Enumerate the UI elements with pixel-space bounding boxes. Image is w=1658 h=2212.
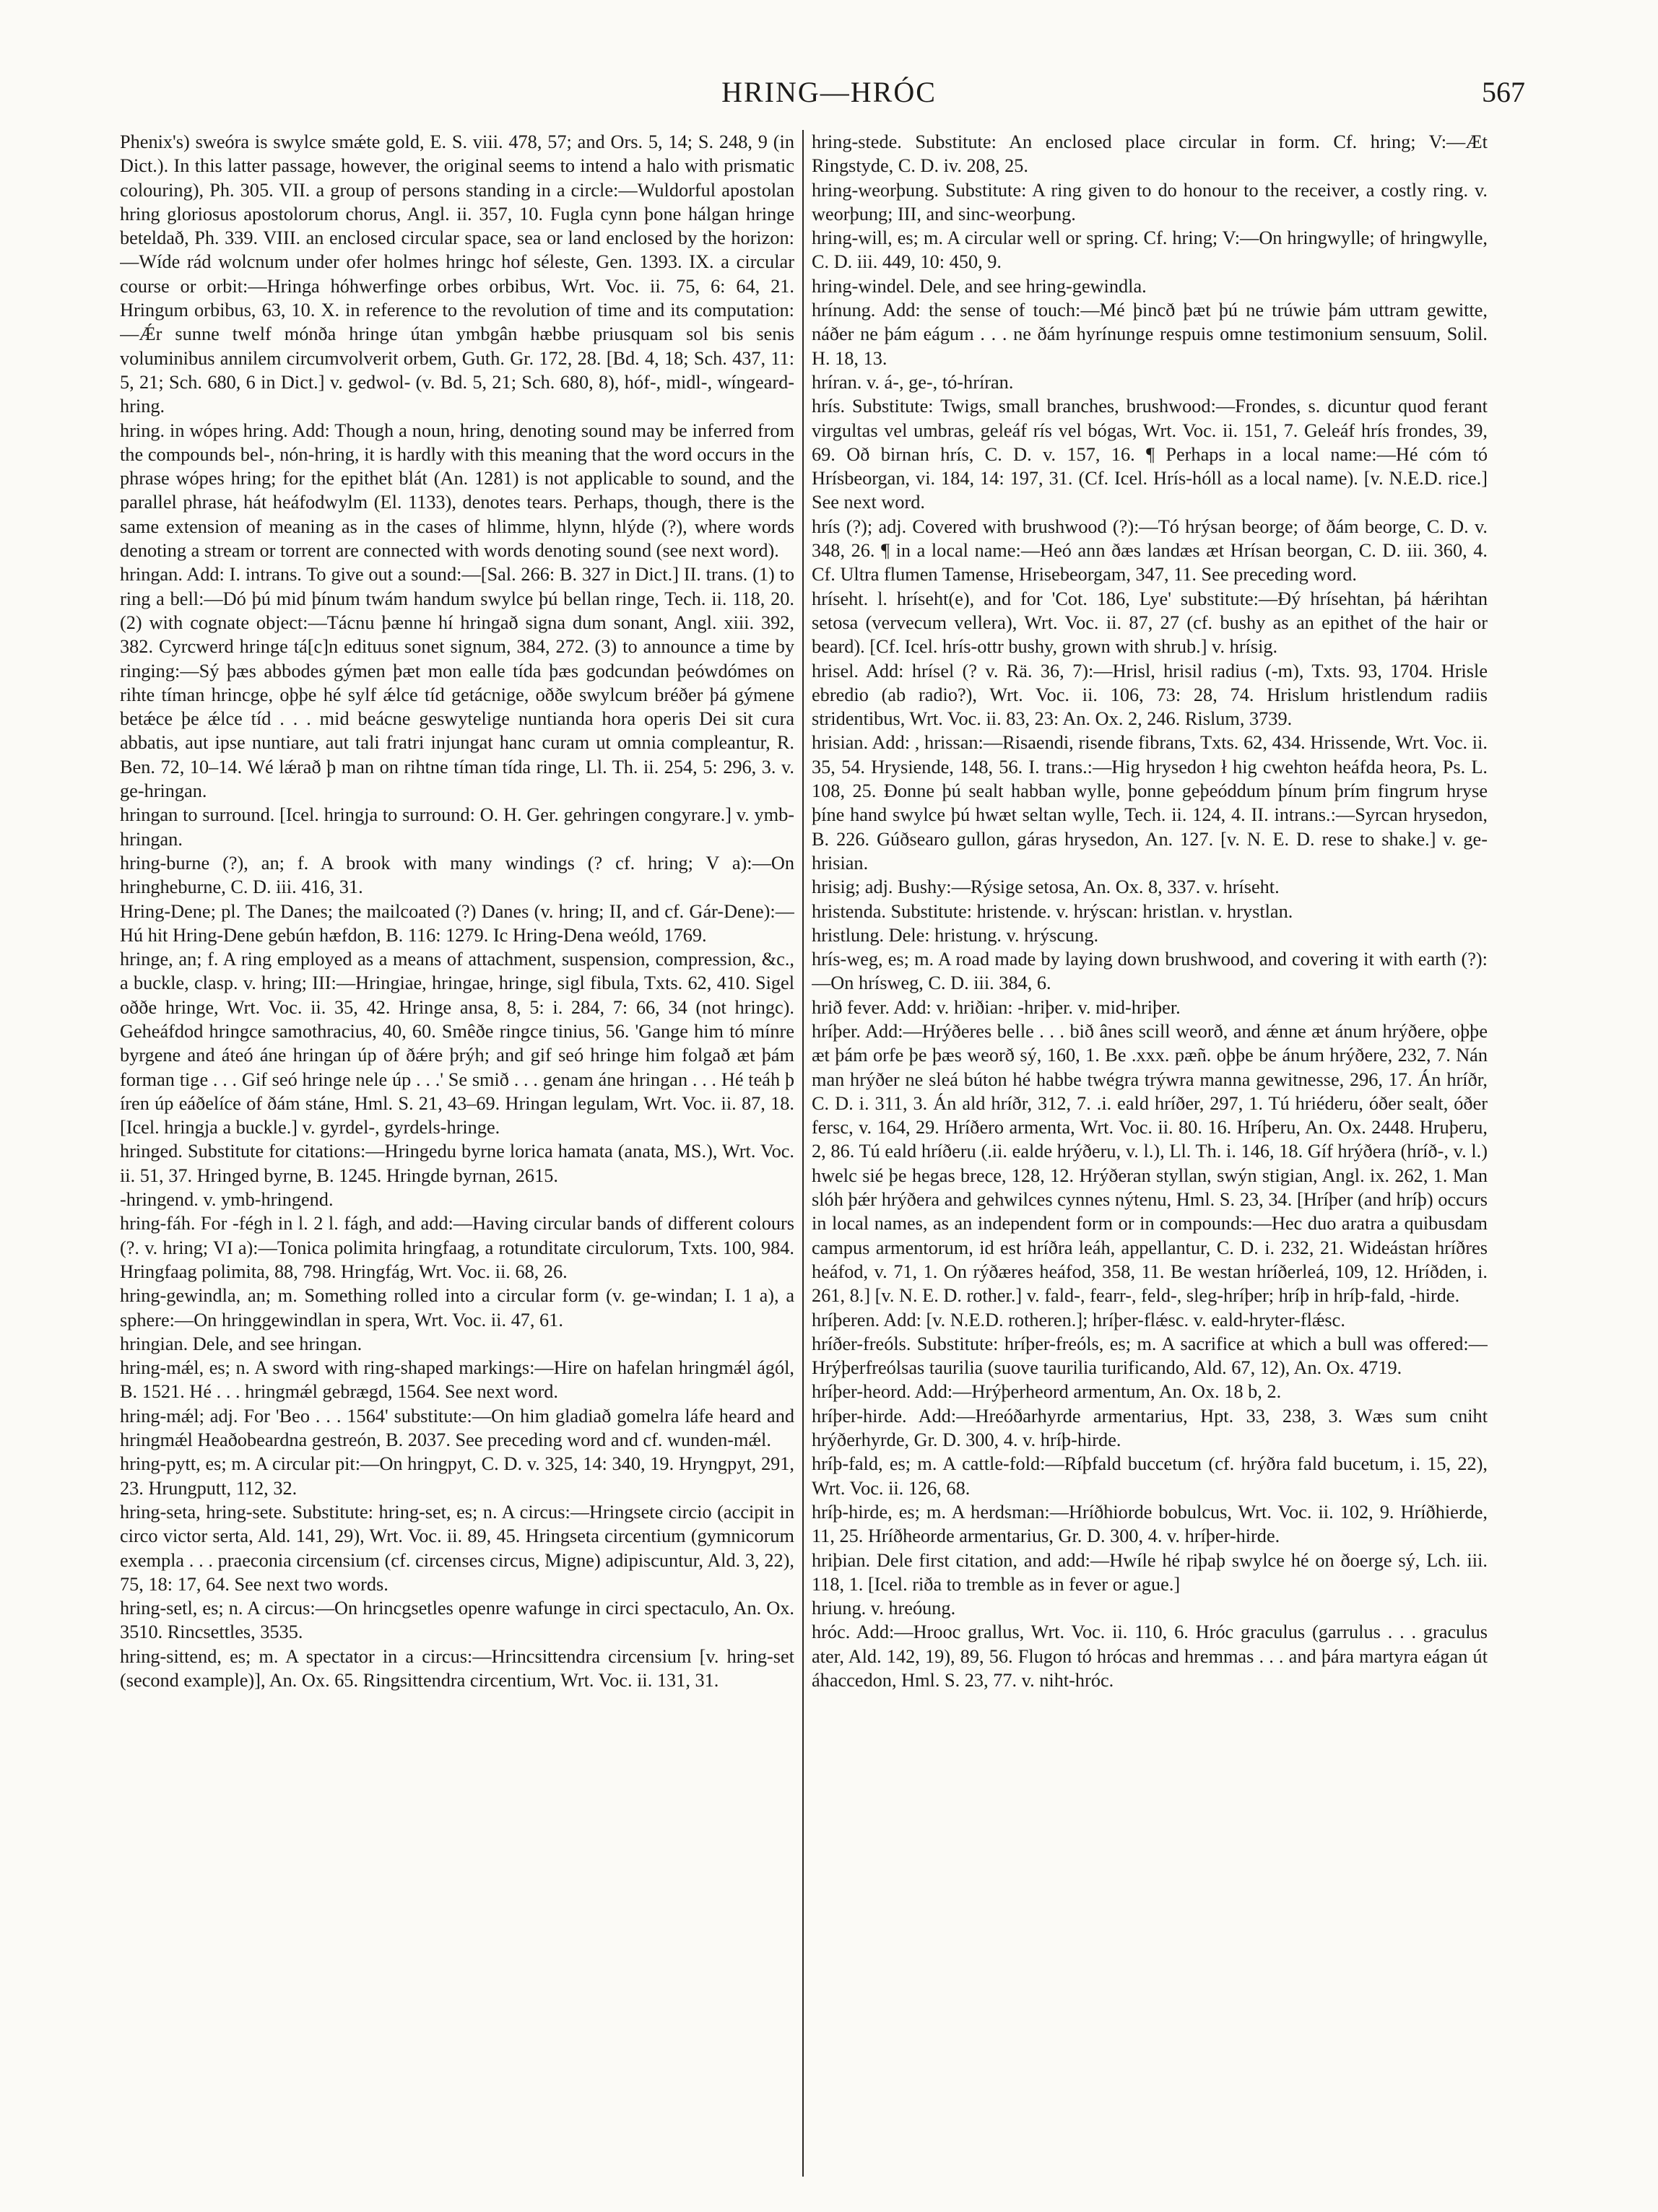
entry-hroc: hróc. Add:—Hrooc grallus, Wrt. Voc. ii. 110, 6. Hróc graculus (garrulus . . . graculus ater, Ald. 142, 19), 89, 56. Flugon tó hrócas and hremmas . . . and þára martyra eágan út áhaccedon, Hml. S. 23, 77. v. niht-hróc. (812, 1621, 1488, 1691)
entry-hring-dene: Hring-Dene; pl. The Danes; the mailcoated (?) Danes (v. hring; II, and cf. Gár-Dene):—Hú hit Hring-Dene gebún hæfdon, B. 116: 1279. Ic Hring-Dena weóld, 1769. (120, 900, 794, 946)
entry-hring-will: hring-will, es; m. A circular well or spring. Cf. hring; V:—On hringwylle; of hringwylle, C. D. iii. 449, 10: 450, 9. (812, 227, 1488, 273)
entry-hring-sittend: hring-sittend, es; m. A spectator in a circus:—Hrincsittendra circensium [v. hring-set (second example)], An. Ox. 65. Ringsittendra circentium, Wrt. Voc. ii. 131, 31. (120, 1645, 794, 1691)
entry-hrith-fald: hríþ-fald, es; m. A cattle-fold:—Ríþfald buccetum (cf. hrýðra fald bucetum, i. 15, 22), Wrt. Voc. ii. 126, 68. (812, 1453, 1488, 1499)
entry-hriung: hriung. v. hreóung. (812, 1598, 956, 1619)
entry-hrither-heord: hríþer-heord. Add:—Hrýþerheord armentum, An. Ox. 18 b, 2. (812, 1381, 1282, 1403)
entry-hringe: hringe, an; f. A ring employed as a means of attachment, suspension, compression, &c., a buckle, clasp. v. hring; III:—Hringiae, hringae, hringe, sigl fibula, Txts. 62, 410. Sigel oððe hringe, Wrt. Voc. ii. 35, 42. Hringe ansa, 8, 5: i. 284, 7: 66, 34 (not hringc). Geheáfdod hringce samothracius, 40, 60. Smêðe ringce tinius, 56. 'Gange him tó mínre byrgene and áteó áne hringan úp of ðǽre þrýh; and gif seó hringe him folgað æt þám forman tige . . . Gif seó hringe nele úp . . .' Se smið . . . genam áne hringan . . . Hé teáh þ íren úp eáðelíce of ðám stáne, Hml. S. 21, 43–69. Hringan legulam, Wrt. Voc. ii. 87, 18. [Icel. hringja a buckle.] v. gyrdel-, gyrdels-hringe. (120, 949, 794, 1138)
entry-hritheren: hríþeren. Add: [v. N.E.D. rotheren.]; hríþer-flǽsc. v. eald-hryter-flǽsc. (812, 1309, 1345, 1331)
entry-hrither-hirde: hríþer-hirde. Add:—Hreóðarhyrde armentarius, Hpt. 33, 238, 3. Wæs sum cniht hrýðerhyrde, Gr. D. 300, 4. v. hríþ-hirde. (812, 1405, 1488, 1451)
entry-hring-gewindla: hring-gewindla, an; m. Something rolled into a circular form (v. ge-windan; I. 1 a), a sphere:—On hringgewindlan in spera, Wrt. Voc. ii. 47, 61. (120, 1285, 794, 1331)
entry-hrith-hirde: hríþ-hirde, es; m. A herdsman:—Hríðhiorde bobulcus, Wrt. Voc. ii. 102, 9. Hríðhierde, 11, 25. Hríðheorde armentarius, Gr. D. 300, 4. v. hríþer-hirde. (812, 1501, 1488, 1547)
page-header (0, 75, 1658, 118)
entry-hring-windel: hring-windel. Dele, and see hring-gewindla. (812, 275, 1147, 297)
entry-hris-weg: hrís-weg, es; m. A road made by laying down brushwood, and covering it with earth (?):—On hrísweg, C. D. iii. 384, 6. (812, 949, 1488, 994)
entry-hrither: hríþer. Add:—Hrýðeres belle . . . bið ânes scill weorð, and ǽnne æt ánum hrýðere, oþþe æt þám orfe þe þæs weorð sý, 160, 1. Be .xxx. pæñ. oþþe be ánum hrýðere, 232, 7. Nán man hrýðer ne sleá búton hé habbe twégra trýwra manna gewitnesse, 296, 17. Án hríðr, C. D. i. 311, 3. Án ald hríðr, 312, 7. .i. eald hríðer, 297, 1. Tú hriéderu, óðer sealt, óðer fersc, v. 164, 29. Hríðero armenta, Wrt. Voc. ii. 80. 16. Hríþeru, An. Ox. 2448. Hruþeru, 2, 86. Tú eald hríðeru (.ii. ealde hrýðeru, v. l.), Ll. Th. i. 146, 18. Gíf hrýðera (hríð-, v. l.) hwelc sié þe hegas brece, 128, 12. Hrýðeran styllan, swýn stigian, Angl. ix. 262, 1. Man slóh þǽr hrýðera and gehwilces cynnes nýtenu, Hml. S. 23, 34. [Hríþer (and hríþ) occurs in local names, as an independent form or in compounds:—Hec duo aratra a quibusdam campus armentorum, id est hríðra leáh, appellantur, C. D. i. 232, 21. Wideástan hríðres heáfod, v. 71, 1. On rýðæres heáfod, 358, 11. Be westan hríðerleá, 109, 12. Hríðden, i. 261, 8.] [v. N. E. D. rother.] v. fald-, fearr-, feld-, sleg-hríþer; hríþ in hríþ-fald, -hirde. (812, 1020, 1488, 1307)
entry-hringan-surround: hringan to surround. [Icel. hringja to surround: O. H. Ger. gehringen congyrare.] v. ymb-hringan. (120, 804, 794, 850)
entry-hring-pytt: hring-pytt, es; m. A circular pit:—On hringpyt, C. D. v. 325, 14: 340, 19. Hryngpyt, 291, 23. Hrungputt, 112, 32. (120, 1453, 794, 1499)
entry-hrisig: hrisig; adj. Bushy:—Rýsige setosa, An. Ox. 8, 337. v. hríseht. (812, 876, 1280, 898)
entry-hring-weorthung: hring-weorþung. Substitute: A ring given to do honour to the receiver, a costly ring. v. weorþung; III, and sinc-weorþung. (812, 179, 1488, 225)
entry-hring-mael-noun: hring-mǽl, es; n. A sword with ring-shaped markings:—Hire on hafelan hringmǽl ágól, B. 1521. Hé . . . hringmǽl gebrægd, 1564. See next word. (120, 1357, 794, 1403)
entry-hring-seta: hring-seta, hring-sete. Substitute: hring-set, es; n. A circus:—Hringsete circio (accipit in circo victor serta, Ald. 141, 29), Wrt. Voc. ii. 89, 45. Hringseta circentium (gymnicorum exempla . . . praeconia circensium (cf. circenses circus, Migne) adipiscuntur, Ald. 3, 22), 75, 18: 17, 64. See next two words. (120, 1501, 794, 1595)
entry-hristenda: hristenda. Substitute: hristende. v. hrýscan: hristlan. v. hrystlan. (812, 900, 1293, 922)
entry-hriran: hríran. v. á-, ge-, tó-hríran. (812, 371, 1014, 393)
entry-hrithian: hriþian. Dele first citation, and add:—Hwíle hé riþaþ swylce hé on ðoerge sý, Lch. iii. 118, 1. [Icel. riða to tremble as in fever or ague.] (812, 1549, 1488, 1595)
entry-hring: hring. in wópes hring. Add: Though a noun, hring, denoting sound may be inferred from the compounds bel-, nón-hring, it is hardly with this meaning that the word occurs in the phrase wópes hring; for the epithet blát (An. 1281) is not applicable to sound, and the parallel phrase, hát heáfodwylm (El. 1133), denotes tears. Perhaps, though, there is the same extension of meaning as in the cases of hlimme, hlynn, hlýde (?), where words denoting a stream or torrent are connected with words denoting sound (see next word). (120, 419, 794, 562)
entry-hrither-freols: hríðer-freóls. Substitute: hríþer-freóls, es; m. A sacrifice at which a bull was offered:—Hrýþerfreólsas taurilia (suove taurilia turificando, Ald. 67, 12), An. Ox. 4719. (812, 1333, 1488, 1379)
left-column (120, 130, 794, 2180)
entry: Phenix's) sweóra is swylce smǽte gold, E. S. viii. 478, 57; and Ors. 5, 14; S. 248, 9 (in Dict.). In this latter passage, however, the original seems to intend a halo with prismatic colouring), Ph. 305. VII. a group of persons standing in a circle:—Wuldorful apostolan hring gloriosus apostolorum chorus, Angl. ii. 357, 10. Fugla cynn þone hálgan hringe beteldað, Ph. 339. VIII. an enclosed circular space, sea or land enclosed by the horizon:—Wíde rád wolcnum under ofer holmes hringc hof séleste, Gen. 1393. IX. a circular course or orbit:—Hringa hóhwerfinge orbes orbibus, Wrt. Voc. ii. 75, 6: 64, 21. Hringum orbibus, 63, 10. X. in reference to the revolution of time and its computation:—Ǽr sunne twelf mónða hringe útan ymbgân hæbbe priusquam sol bis senis voluminibus annilem circumvolverit orbem, Guth. Gr. 172, 28. [Bd. 4, 18; Sch. 437, 11: 5, 21; Sch. 680, 6 in Dict.] v. gedwol- (v. Bd. 5, 21; Sch. 680, 8), hóf-, midl-, wíngeard-hring. (120, 131, 794, 417)
entry-hringian: hringian. Dele, and see hringan. (120, 1333, 363, 1354)
entry-hris-adj: hrís (?); adj. Covered with brushwood (?):—Tó hrýsan beorge; of ðám beorge, C. D. v. 348, 26. ¶ in a local name:—Heó ann ðæs landæs æt Hrísan beorgan, C. D. iii. 360, 4. Cf. Ultra flumen Tamense, Hrisebeorgam, 347, 11. See preceding word. (812, 515, 1488, 585)
right-column (812, 130, 1488, 2180)
entry-hriseht: hríseht. l. hríseht(e), and for 'Cot. 186, Lye' substitute:—Ðý hrísehtan, þá hǽrihtan setosa (vervecum vellera), Wrt. Voc. ii. 87, 27 (cf. bushy as an epithet of the hair or beard). [Cf. Icel. hrís-ottr bushy, grown with shrub.] v. hrísig. (812, 588, 1488, 658)
entry-hring-burne: hring-burne (?), an; f. A brook with many windings (? cf. hring; V a):—On hringheburne, C. D. iii. 416, 31. (120, 852, 794, 898)
entry-hrith-fever: hrið fever. Add: v. hriðian: -hriþer. v. mid-hriþer. (812, 996, 1181, 1018)
entry-hringend: -hringend. v. ymb-hringend. (120, 1189, 334, 1211)
entry-hrisian: hrisian. Add: , hrissan:—Risaendi, risende fibrans, Txts. 62, 434. Hrissende, Wrt. Voc. ii. 35, 54. Hrysiende, 148, 56. I. trans.:—Hig hrysedon ł hig cwehton heáfda heora, Ps. L. 108, 25. Ðonne þú sealt habban wylle, þonne geþeóddum þínum þrím fingrum hryse þíne hand swylce þú hwæt seltan wylle, Tech. ii. 124, 4. II. intrans.:—Syrcan hrysedon, B. 226. Gúðsearo gullon, gáras hrysedon, An. 127. [v. N. E. D. rese to shake.] v. ge-hrisian. (812, 732, 1488, 874)
entry-hris: hrís. Substitute: Twigs, small branches, brushwood:—Frondes, s. dicuntur quod ferant virgultas vel umbras, geleáf rís vel bógas, Wrt. Voc. ii. 151, 7. Geleáf hrís frondes, 39, 69. Oð birnan hrís, C. D. v. 157, 16. ¶ Perhaps in a local name:—Hé cóm tó Hrísbeorgan, vi. 184, 14: 197, 31. (Cf. Icel. Hrís-hóll as a local name). [v. N.E.D. rice.] See next word. (812, 396, 1488, 513)
entry-hring-fah: hring-fáh. For -fégh in l. 2 l. fágh, and add:—Having circular bands of different colours (?. v. hring; VI a):—Tonica polimita hringfaag, a rotunditate circulorum, Txts. 100, 984. Hringfaag polimita, 88, 798. Hringfág, Wrt. Voc. ii. 68, 26. (120, 1213, 794, 1282)
entry-hrisel: hrisel. Add: hrísel (? v. Rä. 36, 7):—Hrisl, hrisil radius (-m), Txts. 93, 1704. Hrisle ebredio (ab radio?), Wrt. Voc. ii. 106, 73: 28, 74. Hrislum hristlendum radiis stridentibus, Wrt. Voc. ii. 83, 23: An. Ox. 2, 246. Rislum, 3739. (812, 660, 1488, 730)
entry-hristlung: hristlung. Dele: hristung. v. hrýscung. (812, 924, 1099, 946)
entry-hring-stede: hring-stede. Substitute: An enclosed place circular in form. Cf. hring; V:—Æt Ringstyde, C. D. iv. 208, 25. (812, 131, 1488, 177)
running-title: HRING—HRÓC (721, 76, 937, 108)
entry-hringed: hringed. Substitute for citations:—Hringedu byrne lorica hamata (anata, MS.), Wrt. Voc. ii. 51, 37. Hringed byrne, B. 1245. Hringde byrnan, 2615. (120, 1141, 794, 1186)
entry-hring-setl: hring-setl, es; n. A circus:—On hrincgsetles openre wafunge in circi spectaculo, An. Ox. 3510. Rincsettles, 3535. (120, 1598, 794, 1643)
column-divider (802, 130, 804, 2177)
entry-hringan: hringan. Add: I. intrans. To give out a sound:—[Sal. 266: B. 327 in Dict.] II. trans. (1) to ring a bell:—Dó þú mid þínum twám handum swylce þú bellan ringe, Tech. ii. 118, 20. (2) with cognate object:—Tácnu þænne hí hringað signa dum sonant, Angl. xiii. 392, 382. Cyrcwerd hringe tá[c]n edituus sonet signum, 384, 272. (3) to announce a time by ringing:—Sý þæs abbodes gýmen þæt mon ealle tída þæs godcundan þeówdómes on rihte tíman hrincge, oþþe hé sylf ǽlce tíd getácnige, oððe swylcum bréðer þá gýmene betǽce þe ǽlce tíd . . . mid beácne geswytelige nuntianda hora operis Dei sit cura abbatis, aut ipse nuntiare, aut tali fratri injungat hanc curam ut omnia compleantur, R. Ben. 72, 10–14. Wé lǽrað þ man on rihtne tíman tída ringe, Ll. Th. ii. 254, 5: 296, 3. v. ge-hringan. (120, 564, 794, 802)
page-number: 567 (1482, 76, 1525, 108)
entry-hring-mael-adj: hring-mǽl; adj. For 'Beo . . . 1564' substitute:—On him gladiað gomelra láfe heard and hringmǽl Heaðobeardna gestreón, B. 2037. See preceding word and cf. wunden-mǽl. (120, 1405, 794, 1451)
entry-hrinung: hrínung. Add: the sense of touch:—Mé þincð þæt þú ne trúwie þám uttram gewitte, náðer ne þám eágum . . . ne ðám hyrínunge respuis omne testimonium sensuum, Solil. H. 18, 13. (812, 300, 1488, 369)
